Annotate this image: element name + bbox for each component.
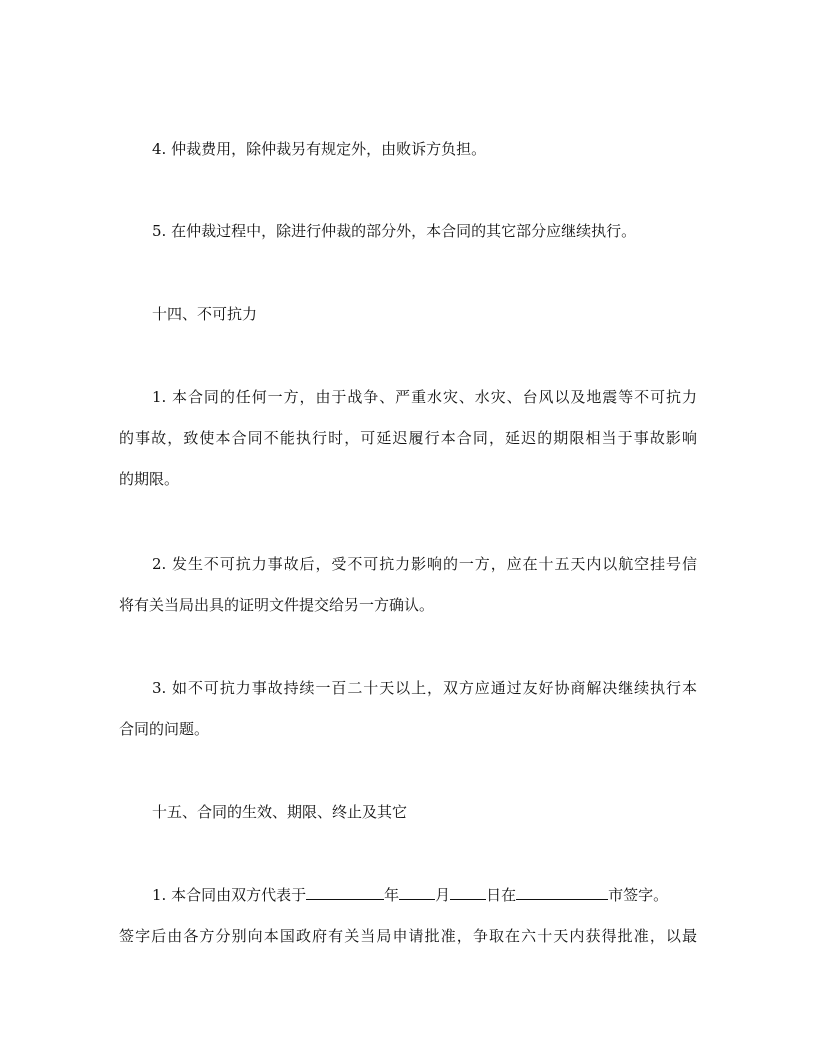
clause-15-1-text-e: 市签字。 <box>608 886 669 904</box>
clause-13-5: 5. 在仲裁过程中，除进行仲裁的部分外，本合同的其它部分应继续执行。 <box>152 222 637 240</box>
clause-14-1-line-2: 的事故，致使本合同不能执行时，可延迟履行本合同，延迟的期限相当于事故影响 <box>119 429 697 447</box>
clause-14-2-line-1: 2. 发生不可抗力事故后，受不可抗力影响的一方，应在十五天内以航空挂号信 <box>152 555 697 573</box>
blank-day-field[interactable] <box>450 884 486 900</box>
blank-city-field[interactable] <box>516 884 608 900</box>
blank-year-field[interactable] <box>306 884 384 900</box>
clause-15-1-text-c: 月 <box>435 886 451 904</box>
clause-14-2-line-2: 将有关当局出具的证明文件提交给另一方确认。 <box>119 596 435 614</box>
clause-14-3-line-1: 3. 如不可抗力事故持续一百二十天以上，双方应通过友好协商解决继续执行本 <box>152 679 697 697</box>
clause-15-1-line-2: 签字后由各方分别向本国政府有关当局申请批准，争取在六十天内获得批准，以最 <box>119 927 697 945</box>
clause-15-1-text-b: 年 <box>384 886 400 904</box>
clause-14-3-line-2: 合同的问题。 <box>119 720 210 738</box>
section-14-heading: 十四、不可抗力 <box>152 305 258 323</box>
section-15-heading: 十五、合同的生效、期限、终止及其它 <box>152 803 408 821</box>
clause-14-1-line-1: 1. 本合同的任何一方，由于战争、严重水灾、水灾、台风以及地震等不可抗力 <box>152 388 697 406</box>
blank-month-field[interactable] <box>399 884 435 900</box>
clause-15-1-text-a: 1. 本合同由双方代表于 <box>152 886 307 904</box>
clause-15-1-line-1 <box>0 884 816 906</box>
clause-14-1-line-3: 的期限。 <box>119 470 180 488</box>
clause-13-4: 4. 仲裁费用，除仲裁另有规定外，由败诉方负担。 <box>152 140 487 158</box>
clause-15-1-text-d: 日在 <box>486 886 517 904</box>
